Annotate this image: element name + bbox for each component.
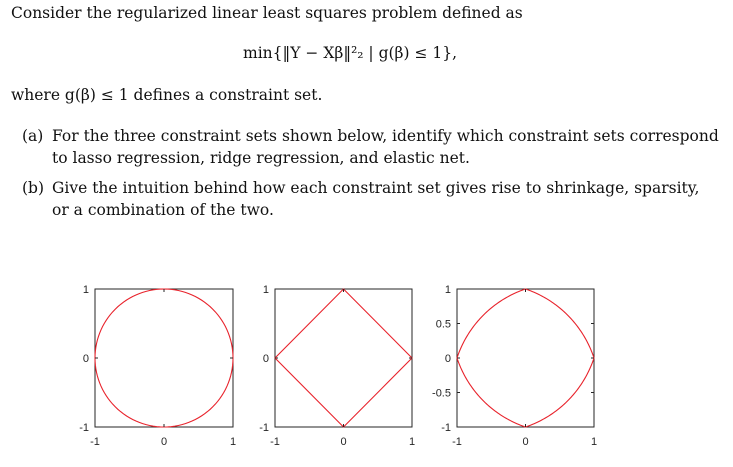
plot-3-frame — [457, 289, 594, 427]
plot-1-x-tick-label: 0 — [160, 436, 168, 448]
plot-3-constraint-curve — [457, 289, 594, 427]
part-b-label: (b) — [22, 179, 45, 197]
plot-1-y-tick-label: 0 — [82, 353, 89, 365]
plot-1-x-tick-label: 1 — [229, 436, 237, 448]
plot-2-x-tick-label: 0 — [340, 436, 347, 448]
part-b-line-2: or a combination of the two. — [52, 201, 274, 219]
part-a-label: (a) — [22, 127, 44, 145]
part-b-line-1: Give the intuition behind how each constraint set gives rise to shrinkage, sparsity, — [52, 179, 700, 197]
part-a-line-2: to lasso regression, ridge regression, and elastic net. — [52, 149, 470, 167]
plot-1-x-tick-label: -1 — [90, 436, 100, 448]
plot-1-y-tick-label: 1 — [82, 284, 89, 296]
plot-3-y-tick-label: -0.5 — [432, 387, 451, 400]
plot-1-frame — [95, 289, 233, 427]
plot-2-y-tick-label: 0 — [262, 353, 269, 365]
plot-3-y-tick-label: 0.5 — [435, 318, 451, 331]
plot-2-x-tick-label: 1 — [408, 436, 416, 448]
formula: min{‖Y − Xβ‖²₂ | g(β) ≤ 1}, — [243, 44, 458, 62]
plot-2-frame — [275, 289, 412, 427]
plot-2-y-tick-label: 1 — [262, 284, 269, 296]
plot-3-y-tick-label: -1 — [441, 422, 451, 434]
plot-2-constraint-curve — [275, 289, 412, 427]
plot-1-constraint-curve — [95, 289, 233, 427]
plot-2-y-tick-label: -1 — [259, 422, 269, 434]
plot-2-x-tick-label: -1 — [270, 436, 280, 448]
where-text: where g(β) ≤ 1 defines a constraint set. — [11, 86, 323, 104]
plot-3-x-tick-label: 1 — [590, 436, 598, 448]
intro-text: Consider the regularized linear least squares problem defined as — [11, 4, 523, 22]
plot-3-x-tick-label: -1 — [452, 436, 462, 448]
plot-3-x-tick-label: 0 — [522, 436, 529, 448]
part-a-line-1: For the three constraint sets shown below, identify which constraint sets correspond — [52, 127, 719, 145]
plot-1-y-tick-label: -1 — [79, 422, 89, 434]
plot-3-y-tick-label: 1 — [444, 284, 451, 296]
plot-3-y-tick-label: 0 — [444, 353, 451, 365]
